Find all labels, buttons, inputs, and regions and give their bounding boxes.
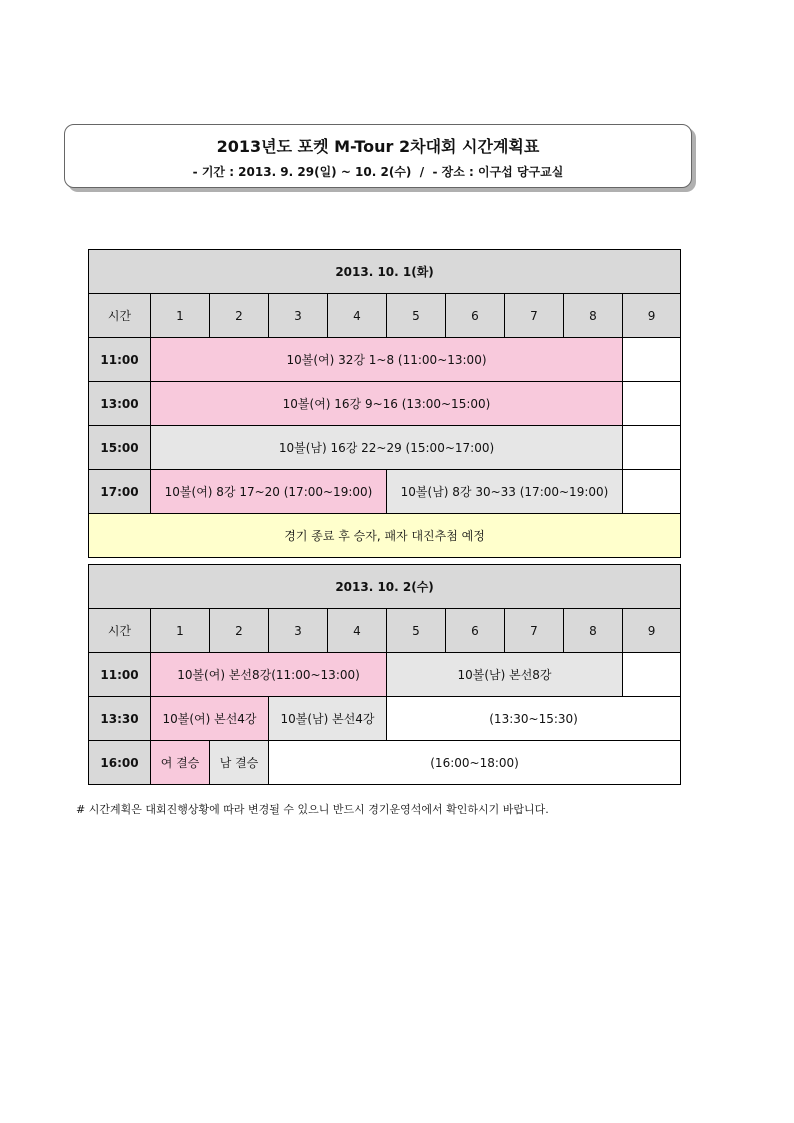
empty-cell bbox=[623, 653, 681, 697]
day2-schedule-table bbox=[88, 564, 681, 785]
table-column-header: 1 bbox=[151, 609, 210, 653]
table-column-header: 2 bbox=[210, 294, 269, 338]
page-subtitle: - 기간 : 2013. 9. 29(일) ~ 10. 2(수) / - 장소 : 이구섭 당구교실 bbox=[192, 165, 564, 179]
day2-date-header: 2013. 10. 2(수) bbox=[89, 565, 681, 609]
time-cell: 11:00 bbox=[89, 653, 151, 697]
table-column-header: 6 bbox=[446, 294, 505, 338]
table-column-header: 3 bbox=[269, 609, 328, 653]
time-cell: 13:00 bbox=[89, 382, 151, 426]
event-cell-women: 10볼(여) 본선4강 bbox=[151, 697, 269, 741]
footnote: # 시간계획은 대회진행상황에 따라 변경될 수 있으니 반드시 경기운영석에서 확인하시기 바랍니다. bbox=[76, 803, 549, 816]
table-row bbox=[89, 426, 681, 470]
table-column-header: 5 bbox=[387, 609, 446, 653]
day2-column-header-row bbox=[89, 609, 681, 653]
event-cell-men: 10볼(남) 본선4강 bbox=[269, 697, 387, 741]
time-column-header: 시간 bbox=[89, 294, 151, 338]
table-row bbox=[89, 653, 681, 697]
table-row bbox=[89, 382, 681, 426]
time-cell: 16:00 bbox=[89, 741, 151, 785]
event-cell-men: 10볼(남) 8강 30~33 (17:00~19:00) bbox=[387, 470, 623, 514]
event-cell: 10볼(남) 16강 22~29 (15:00~17:00) bbox=[151, 426, 623, 470]
table-row bbox=[89, 697, 681, 741]
table-row bbox=[89, 470, 681, 514]
event-time-cell: (16:00~18:00) bbox=[269, 741, 681, 785]
table-column-header: 8 bbox=[564, 294, 623, 338]
table-column-header: 7 bbox=[505, 294, 564, 338]
page-title: 2013년도 포켓 M-Tour 2차대회 시간계획표 bbox=[216, 137, 540, 156]
event-cell: 10볼(여) 32강 1~8 (11:00~13:00) bbox=[151, 338, 623, 382]
event-cell-men: 10볼(남) 본선8강 bbox=[387, 653, 623, 697]
table-column-header: 9 bbox=[623, 609, 681, 653]
table-row bbox=[89, 338, 681, 382]
table-column-header: 1 bbox=[151, 294, 210, 338]
table-column-header: 8 bbox=[564, 609, 623, 653]
table-column-header: 4 bbox=[328, 609, 387, 653]
table-column-header: 6 bbox=[446, 609, 505, 653]
draw-notice: 경기 종료 후 승자, 패자 대진추첨 예정 bbox=[89, 514, 681, 558]
day1-date-header: 2013. 10. 1(화) bbox=[89, 250, 681, 294]
time-column-header: 시간 bbox=[89, 609, 151, 653]
event-cell: 10볼(여) 16강 9~16 (13:00~15:00) bbox=[151, 382, 623, 426]
time-cell: 17:00 bbox=[89, 470, 151, 514]
event-cell-women: 10볼(여) 8강 17~20 (17:00~19:00) bbox=[151, 470, 387, 514]
table-column-header: 3 bbox=[269, 294, 328, 338]
title-box bbox=[64, 124, 692, 188]
table-column-header: 2 bbox=[210, 609, 269, 653]
day1-column-header-row bbox=[89, 294, 681, 338]
day1-schedule-table bbox=[88, 249, 681, 558]
time-cell: 15:00 bbox=[89, 426, 151, 470]
table-column-header: 7 bbox=[505, 609, 564, 653]
event-time-cell: (13:30~15:30) bbox=[387, 697, 681, 741]
empty-cell bbox=[623, 470, 681, 514]
event-cell-women: 여 결승 bbox=[151, 741, 210, 785]
table-column-header: 4 bbox=[328, 294, 387, 338]
table-column-header: 9 bbox=[623, 294, 681, 338]
table-row bbox=[89, 741, 681, 785]
empty-cell bbox=[623, 338, 681, 382]
time-cell: 11:00 bbox=[89, 338, 151, 382]
event-cell-men: 남 결승 bbox=[210, 741, 269, 785]
table-column-header: 5 bbox=[387, 294, 446, 338]
event-cell-women: 10볼(여) 본선8강(11:00~13:00) bbox=[151, 653, 387, 697]
empty-cell bbox=[623, 382, 681, 426]
time-cell: 13:30 bbox=[89, 697, 151, 741]
empty-cell bbox=[623, 426, 681, 470]
